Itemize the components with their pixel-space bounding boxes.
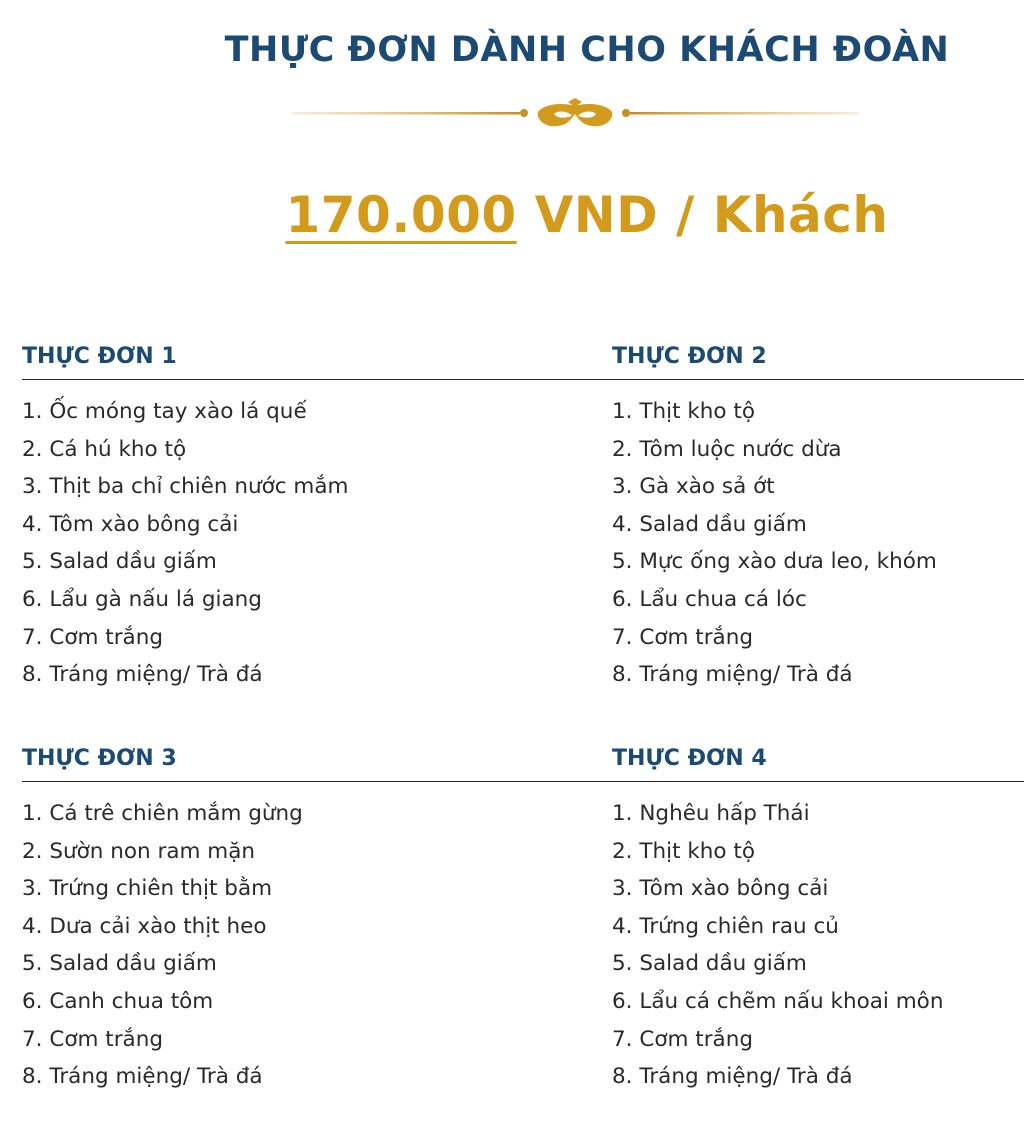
menu-item: 2. Cá hú kho tộ	[22, 436, 187, 462]
menu-item: 4. Trứng chiên rau củ	[612, 913, 839, 939]
page-title: THỰC ĐƠN DÀNH CHO KHÁCH ĐOÀN	[224, 30, 950, 70]
menu-item: 5. Salad dầu giấm	[612, 951, 807, 977]
menu-item: 1. Cá trê chiên mắm gừng	[22, 801, 303, 826]
price-suffix: VND / Khách	[516, 186, 889, 244]
menu-1	[22, 342, 612, 694]
menu-item-list	[612, 795, 1024, 1096]
menu-item: 6. Lẩu chua cá lóc	[612, 586, 807, 612]
menu-item: 1. Nghêu hấp Thái	[612, 801, 810, 826]
menu-item: 4. Dưa cải xào thịt heo	[22, 913, 267, 939]
menu-item: 1. Thịt kho tộ	[612, 399, 755, 424]
menu-item: 4. Tôm xào bông cải	[22, 511, 239, 537]
menu-heading: THỰC ĐƠN 3	[22, 746, 177, 771]
menu-item: 2. Sườn non ram mặn	[22, 838, 256, 864]
menu-3	[22, 744, 612, 1096]
gold-divider-ornament	[292, 98, 858, 138]
menu-item: 8. Tráng miệng/ Trà đá	[612, 1064, 853, 1090]
menu-item: 3. Tôm xào bông cải	[612, 876, 829, 902]
menu-item: 2. Tôm luộc nước dừa	[612, 436, 842, 462]
menu-item: 1. Ốc móng tay xào lá quế	[22, 399, 307, 424]
menu-item-list	[612, 393, 1024, 694]
menu-item: 5. Salad dầu giấm	[22, 549, 217, 575]
menu-item: 5. Mực ống xào dưa leo, khóm	[612, 549, 937, 575]
menu-item: 8. Tráng miệng/ Trà đá	[22, 1064, 263, 1090]
price-amount: 170.000	[285, 186, 517, 244]
menu-item: 7. Cơm trắng	[612, 624, 754, 650]
menu-item-list	[22, 795, 612, 1096]
divider	[612, 379, 1024, 380]
price-per-guest	[0, 186, 1024, 244]
divider	[22, 379, 612, 380]
menu-2	[612, 342, 1024, 694]
divider	[22, 781, 612, 782]
menu-item: 7. Cơm trắng	[612, 1026, 754, 1052]
menu-item: 3. Thịt ba chỉ chiên nước mắm	[22, 474, 349, 500]
divider	[612, 781, 1024, 782]
menu-item: 3. Gà xào sả ớt	[612, 474, 775, 500]
menu-heading: THỰC ĐƠN 1	[22, 344, 177, 369]
menu-item: 6. Lẩu gà nấu lá giang	[22, 586, 262, 612]
menu-item-list	[22, 393, 612, 694]
menu-item: 6. Canh chua tôm	[22, 988, 214, 1014]
menu-item: 5. Salad dầu giấm	[22, 951, 217, 977]
menu-item: 6. Lẩu cá chẽm nấu khoai môn	[612, 988, 944, 1014]
menu-item: 2. Thịt kho tộ	[612, 838, 755, 864]
menu-item: 7. Cơm trắng	[22, 624, 164, 650]
menu-item: 8. Tráng miệng/ Trà đá	[22, 662, 263, 688]
menu-4	[612, 744, 1024, 1096]
menu-item: 7. Cơm trắng	[22, 1026, 164, 1052]
menu-item: 4. Salad dầu giấm	[612, 511, 807, 537]
menu-heading: THỰC ĐƠN 2	[612, 344, 767, 369]
menu-item: 8. Tráng miệng/ Trà đá	[612, 662, 853, 688]
menu-item: 3. Trứng chiên thịt bằm	[22, 876, 273, 902]
menu-heading: THỰC ĐƠN 4	[612, 746, 767, 771]
